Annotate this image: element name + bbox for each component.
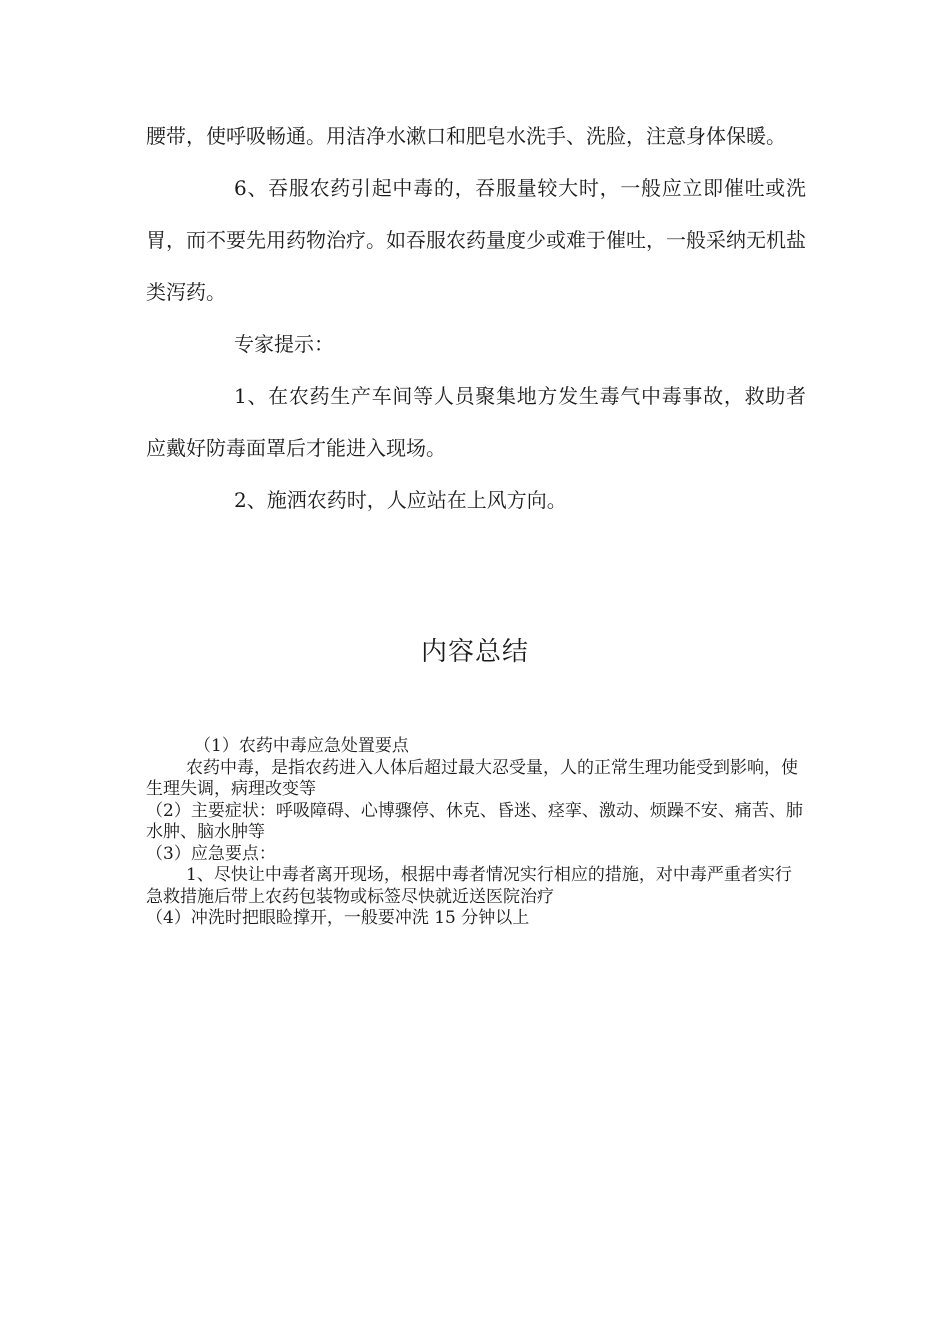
summary-item: （4）冲洗时把眼睑撑开，一般要冲洗 15 分钟以上 (146, 908, 530, 928)
summary-item: （1）农药中毒应急处置要点 (194, 736, 409, 756)
paragraph-continuation: 腰带，使呼吸畅通。用洁净水漱口和肥皂水洗手、洗脸，注意身体保暖。 (146, 124, 786, 148)
summary-item: 1、尽快让中毒者离开现场，根据中毒者情况实行相应的措施，对中毒严重者实行急救措施后带上农药包装物或标签尽快就近送医院治疗 (146, 865, 792, 907)
paragraph-item-6: 6、吞服农药引起中毒的，吞服量较大时，一般应立即催吐或洗胃，而不要先用药物治疗。如吞服农药量度少或难于催吐，一般采纳无机盐类泻药。 (146, 176, 806, 304)
summary-section (146, 736, 806, 930)
paragraph-expert-tips-heading: 专家提示： (234, 332, 334, 356)
paragraph-tip-2: 2、施洒农药时，人应站在上风方向。 (234, 488, 567, 512)
summary-item: 农药中毒，是指农药进入人体后超过最大忍受量，人的正常生理功能受到影响，使生理失调，病理改变等 (146, 757, 798, 799)
summary-item: （3）应急要点： (146, 843, 276, 864)
paragraph-tip-1: 1、在农药生产车间等人员聚集地方发生毒气中毒事故，救助者应戴好防毒面罩后才能进入现场。 (146, 384, 806, 460)
summary-title: 内容总结 (420, 637, 529, 667)
summary-item: （2）主要症状：呼吸障碍、心博骤停、休克、昏迷、痉挛、激动、烦躁不安、痛苦、肺水肿、脑水肿等 (146, 800, 803, 842)
main-body (146, 110, 806, 526)
